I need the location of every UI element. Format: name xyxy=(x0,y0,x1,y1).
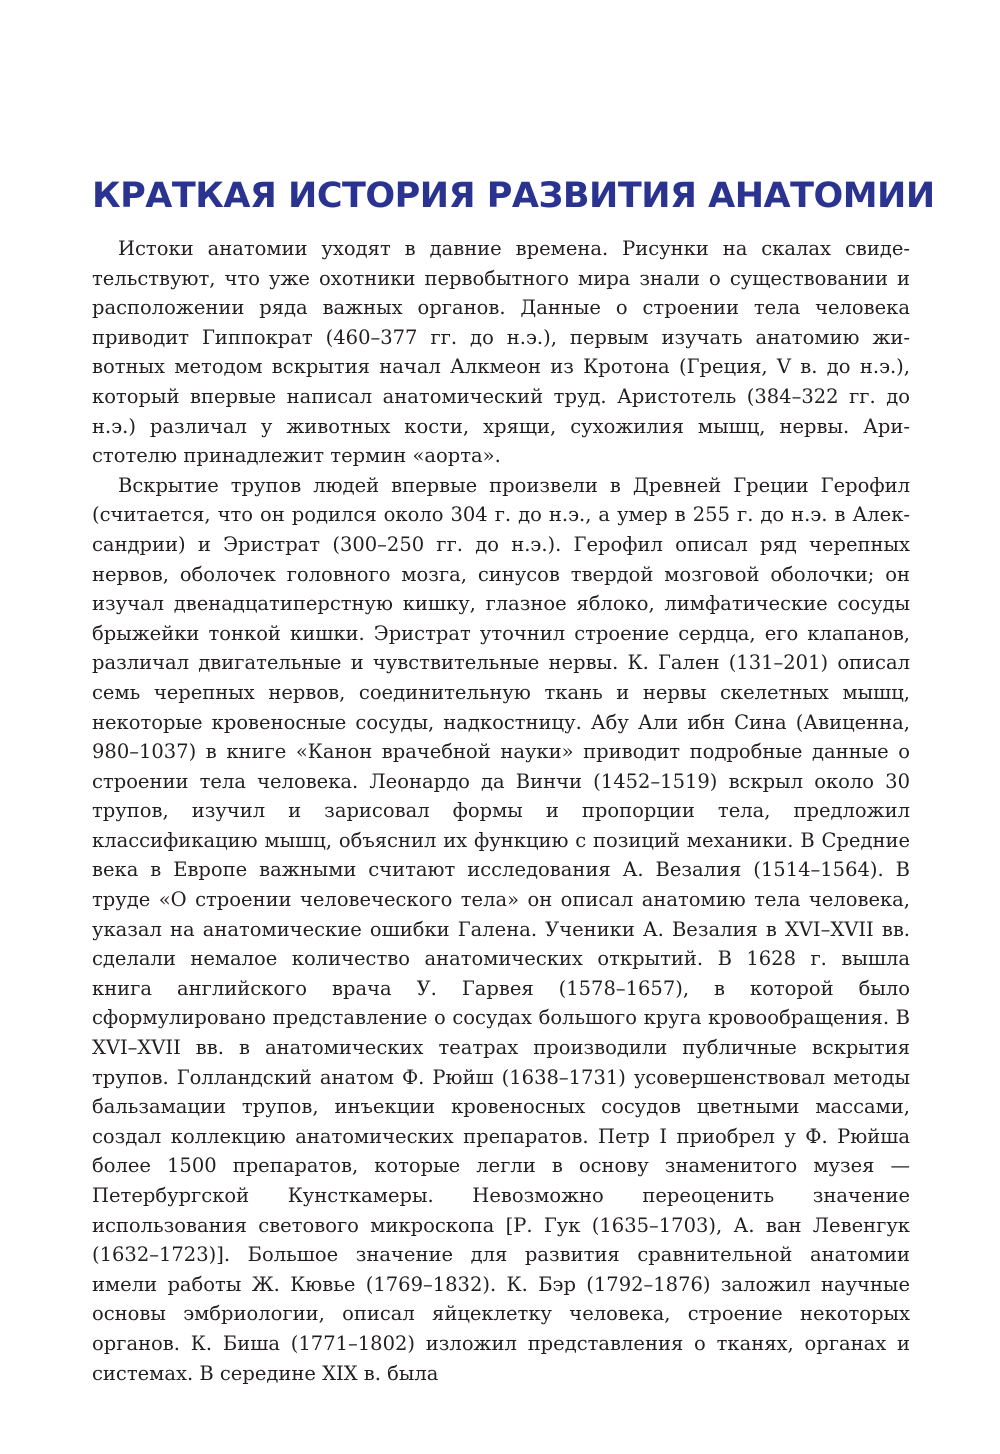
section-title: КРАТКАЯ ИСТОРИЯ РАЗВИТИЯ АНАТОМИИ xyxy=(92,176,935,216)
paragraph-anatomy-origins: Истоки анатомии уходят в давние времена. Рисунки на скалах свидетельствуют, что уже охотники первобытного мира знали о существовании и расположении ряда важных органов. Данные о строении тела человека приводит Гиппократ (460–377 гг. до н.э.), первым изучать анатомию животных методом вскрытия начал Алкмеон из Кротона (Греция, V в. до н.э.), который впервые написал анатомический труд. Аристотель (384–322 гг. до н.э.) различал у животных кости, хрящи, сухожилия мышц, нервы. Аристотелю принадлежит термин «аорта». xyxy=(92,237,910,468)
body-text xyxy=(92,234,910,1388)
paragraph-dissection-history: Вскрытие трупов людей впервые произвели в Древней Греции Герофил (считается, что он родился около 304 г. до н.э., а умер в 255 г. до н.э. в Александрии) и Эристрат (300–250 гг. до н.э.). Герофил описал ряд черепных нервов, оболочек головного мозга, синусов твердой мозговой оболочки; он изучал двенадцатиперстную кишку, глазное яблоко, лимфатические сосуды брыжейки тонкой кишки. Эристрат уточнил строение сердца, его клапанов, различал двигательные и чувствительные нервы. К. Гален (131–201) описал семь черепных нервов, соединительную ткань и нервы скелетных мышц, некоторые кровеносные сосуды, надкостницу. Абу Али ибн Сина (Авиценна, 980–1037) в книге «Канон врачебной науки» приводит подробные данные о строении тела человека. Леонардо да Винчи (1452–1519) вскрыл около 30 трупов, изучил и зарисовал формы и пропорции тела, предложил классификацию мышц, объяснил их функцию с позиций механики. В Средние века в Европе важными считают исследования А. Везалия (1514–1564). В труде «О строении человеческого тела» он описал анатомию тела человека, указал на анатомические ошибки Галена. Ученики А. Везалия в XVI–XVII вв. сделали немалое количество анатомических открытий. В 1628 г. вышла книга английского врача У. Гарвея (1578–1657), в которой было сформулировано представление о сосудах большого круга кровообращения. В XVI–XVII вв. в анатомических театрах производили публичные вскрытия трупов. Голландский анатом Ф. Рюйш (1638–1731) усовершенствовал методы бальзамации трупов, инъекции кровеносных сосудов цветными массами, создал коллекцию анатомических препаратов. Петр I приобрел у Ф. Рюйша более 1500 препаратов, которые легли в основу знаменитого музея — Петербургской Кунсткамеры. Невозможно переоценить значение использования светового микроскопа [Р. Гук (1635–1703), А. ван Левенгук (1632–1723)]. Большое значение для развития сравнительной анатомии имели работы Ж. Кювье (1769–1832). К. Бэр (1792–1876) заложил научные основы эмбриологии, описал яйцеклетку человека, строение некоторых органов. К. Биша (1771–1802) изложил представления о тканях, органах и системах. В середине XIX в. была xyxy=(92,473,910,1385)
